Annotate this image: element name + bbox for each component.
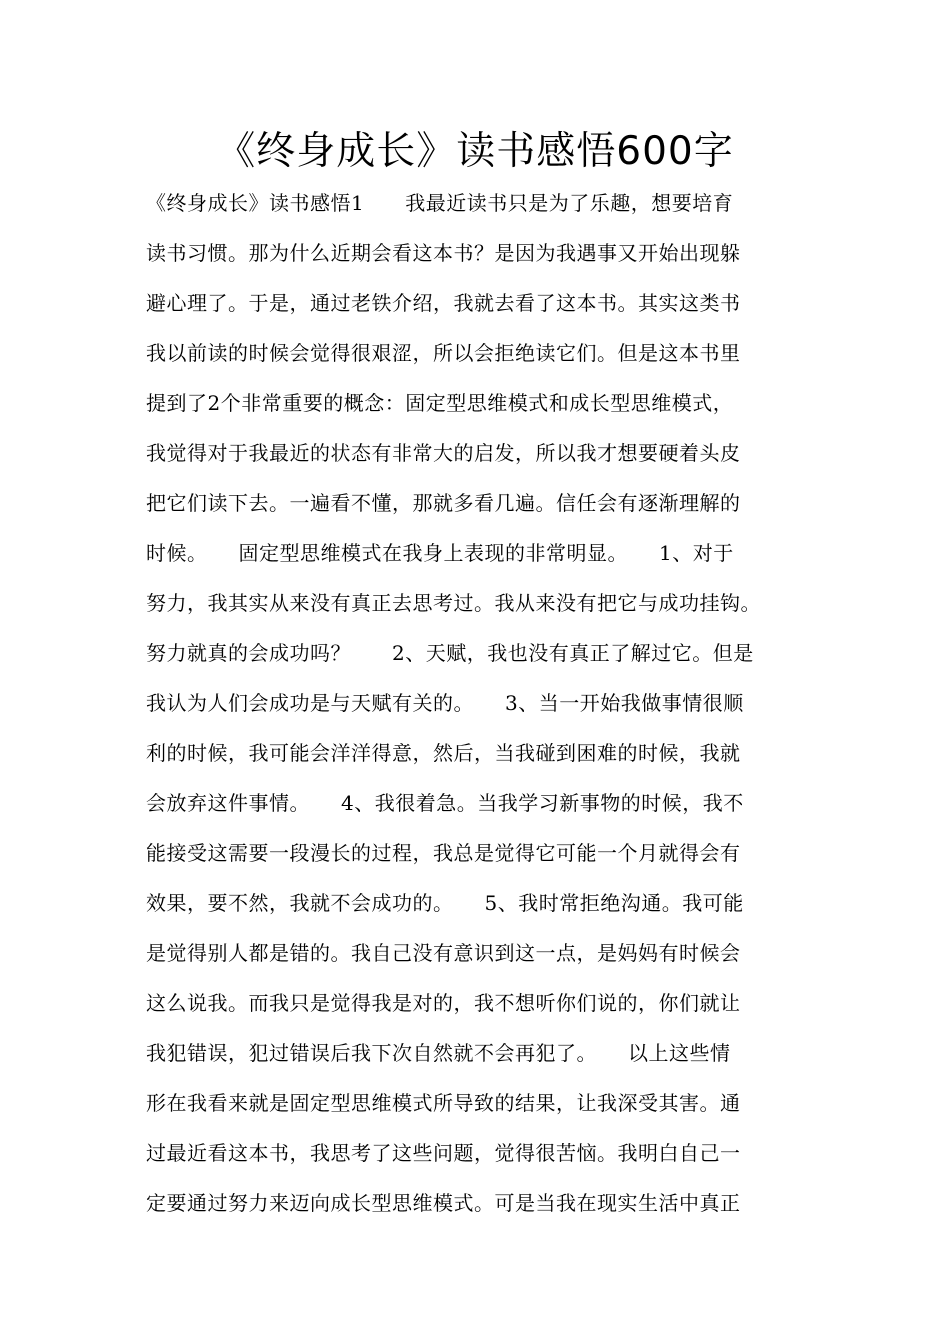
body-line: 我犯错误，犯过错误后我下次自然就不会再犯了。 以上这些情 — [146, 1041, 731, 1065]
body-line: 努力就真的会成功吗？ 2、天赋，我也没有真正了解过它。但是 — [146, 641, 754, 665]
body-line: 避心理了。于是，通过老铁介绍，我就去看了这本书。其实这类书 — [146, 291, 741, 315]
body-line: 提到了2个非常重要的概念：固定型思维模式和成长型思维模式， — [146, 391, 734, 415]
body-line: 形在我看来就是固定型思维模式所导致的结果，让我深受其害。通 — [146, 1091, 741, 1115]
body-line: 《终身成长》读书感悟1 我最近读书只是为了乐趣，想要培育 — [146, 191, 734, 215]
body-line: 我以前读的时候会觉得很艰涩，所以会拒绝读它们。但是这本书里 — [146, 341, 741, 365]
body-line: 时候。 固定型思维模式在我身上表现的非常明显。 1、对于 — [146, 541, 734, 565]
body-line: 我觉得对于我最近的状态有非常大的启发，所以我才想要硬着头皮 — [146, 441, 741, 465]
body-line: 会放弃这件事情。 4、我很着急。当我学习新事物的时候，我不 — [146, 791, 744, 815]
document-body — [146, 178, 826, 1228]
body-line: 这么说我。而我只是觉得我是对的，我不想听你们说的，你们就让 — [146, 991, 741, 1015]
body-line: 能接受这需要一段漫长的过程，我总是觉得它可能一个月就得会有 — [146, 841, 741, 865]
body-line: 是觉得别人都是错的。我自己没有意识到这一点，是妈妈有时候会 — [146, 941, 741, 965]
body-line: 读书习惯。那为什么近期会看这本书？是因为我遇事又开始出现躲 — [146, 241, 741, 265]
body-line: 效果，要不然，我就不会成功的。 5、我时常拒绝沟通。我可能 — [146, 891, 744, 915]
body-line: 我认为人们会成功是与天赋有关的。 3、当一开始我做事情很顺 — [146, 691, 744, 715]
document-title: 《终身成长》读书感悟600字 — [216, 129, 734, 174]
body-line: 努力，我其实从来没有真正去思考过。我从来没有把它与成功挂钩。 — [146, 591, 761, 615]
body-line: 定要通过努力来迈向成长型思维模式。可是当我在现实生活中真正 — [146, 1191, 741, 1215]
body-line: 过最近看这本书，我思考了这些问题，觉得很苦恼。我明白自己一 — [146, 1141, 741, 1165]
body-line: 利的时候，我可能会洋洋得意，然后，当我碰到困难的时候，我就 — [146, 741, 741, 765]
body-line: 把它们读下去。一遍看不懂，那就多看几遍。信任会有逐渐理解的 — [146, 491, 741, 515]
